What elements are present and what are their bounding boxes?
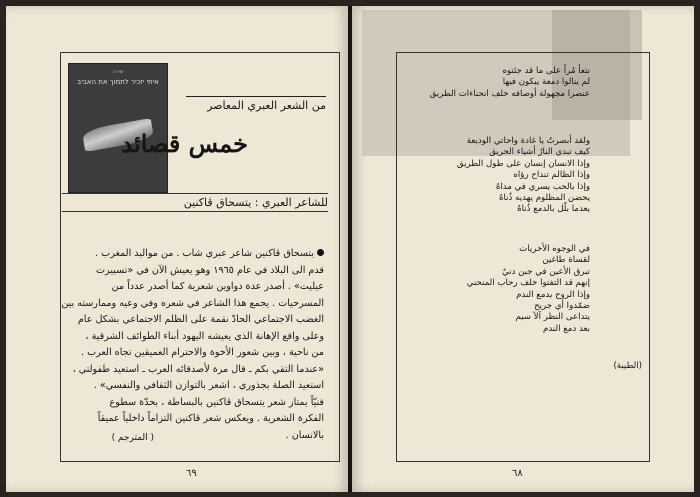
translator-credit: ( المترجم ) <box>111 433 154 443</box>
poem-line: يتداعى النظر آلآ سيم <box>515 312 590 323</box>
open-book <box>6 6 694 492</box>
poem-line: ولقد أبصرتُ يا غادة واحاتي الوديعة <box>466 136 590 146</box>
bio-line: وعلى واقع الإهانة الذي يعيشه اليهود أبناء الطوائف الشرقية ، <box>85 330 324 342</box>
bio-line: الفكرة الشعرية . ويعكس شعر ڤاكنين التزاماً داخلياً عميقاً <box>97 413 324 424</box>
poem-line: نتعأ مُراً على ما قد جئتوه <box>502 66 590 76</box>
poem-line: تبرق الأعين في جبن دنيٌ <box>502 266 590 277</box>
bio-line: «عندما التقي بكم ـ قال مرة لأصدقائه العرب ـ استعيد طفولتي ، <box>72 363 324 375</box>
poem-line: يحضن المظلوم يهديه ذُناهُ <box>499 193 590 204</box>
poem-line: وإذا الانسان إنسان على طول الطريق <box>456 158 590 169</box>
poem-line: بعد دمع الندم <box>543 323 590 334</box>
cover-title: איתי יזכיר לתמוך את האביב <box>77 78 159 86</box>
bio-line: الغضب الاجتماعي الحادّ نقمة على الظلم الاجتماعي بشكل عام <box>77 314 324 325</box>
series-heading: من الشعر العبري المعاصر <box>186 96 326 112</box>
poem-line: يعدما بلّل بالدمع ذُناهُ <box>517 204 590 215</box>
bio-line: فنيّاً يمتاز شعر يتسحاق ڤاكنين بالبساطة ، بحدّة سطوع <box>109 396 324 408</box>
poem-line: ضمّدوا أي جريح <box>534 301 590 312</box>
poem-signature: (الطيبة) <box>613 361 642 371</box>
poem-line: لم ينالوا دمعة يبكون فيها <box>502 77 590 88</box>
poem-line: وإذا الروح بدمع الندم <box>516 289 590 300</box>
poem-line: لقساة طاغين <box>542 255 590 266</box>
bio-line: بالانسان . <box>285 429 324 441</box>
right-page <box>352 6 694 492</box>
bio-line: قدم الى البلاد في عام ١٩٦٥ وهو يعيش الآن في «تسبيرت <box>96 264 324 276</box>
page-number: ٦٨ <box>512 468 523 479</box>
bio-line: عيليت» . أصدر عدة دواوين شعرية كما أصدر عدداً من <box>111 281 324 292</box>
book-cover-image <box>68 63 168 193</box>
poem-line: إنهم قد التفتوا خلف رحاب المنحني <box>466 278 590 289</box>
bio-line: استعيد الصلة بجذوري ، اشعر بالتوازن الثقافي والنفسي» . <box>93 380 324 391</box>
bullet-icon <box>317 249 324 256</box>
bio-line: يتسحاق ڤاكنين شاعر عبري شاب . من مواليد المغرب . <box>95 248 314 259</box>
bio-line: المسرحيات . يجمع هذا الشاعر في شعره وفي وعيه وممارسته بين <box>61 297 324 309</box>
poem-line: وإذا الظالم تنداح رؤاه <box>513 170 590 181</box>
left-page <box>6 6 348 492</box>
poem-line: كيف تبدي النارُ أشياء الحريق <box>489 147 590 158</box>
page-number: ٦٩ <box>186 468 197 479</box>
page-title: خمس قصائد <box>121 129 248 158</box>
poem-line: وإذا بالحب يسري في مداهُ <box>495 181 590 192</box>
poem-stanza <box>380 136 590 216</box>
cover-top-line: שירה <box>112 69 124 75</box>
author-line: للشاعر العبري : يتسحاق ڤاكنين <box>62 193 328 212</box>
bio-line: من ناحية ، وبين شعور الأخوة والاحترام العميقين تجاه العرب . <box>80 347 324 358</box>
poem-stanza <box>380 66 590 100</box>
author-bio <box>60 246 324 444</box>
poem-line: عنصرا مجهولة أوصافه خلف انحناءات الطريق <box>429 88 590 99</box>
poem-line: في الوجوه الأخريات <box>519 244 590 254</box>
poem-stanza <box>380 244 590 335</box>
